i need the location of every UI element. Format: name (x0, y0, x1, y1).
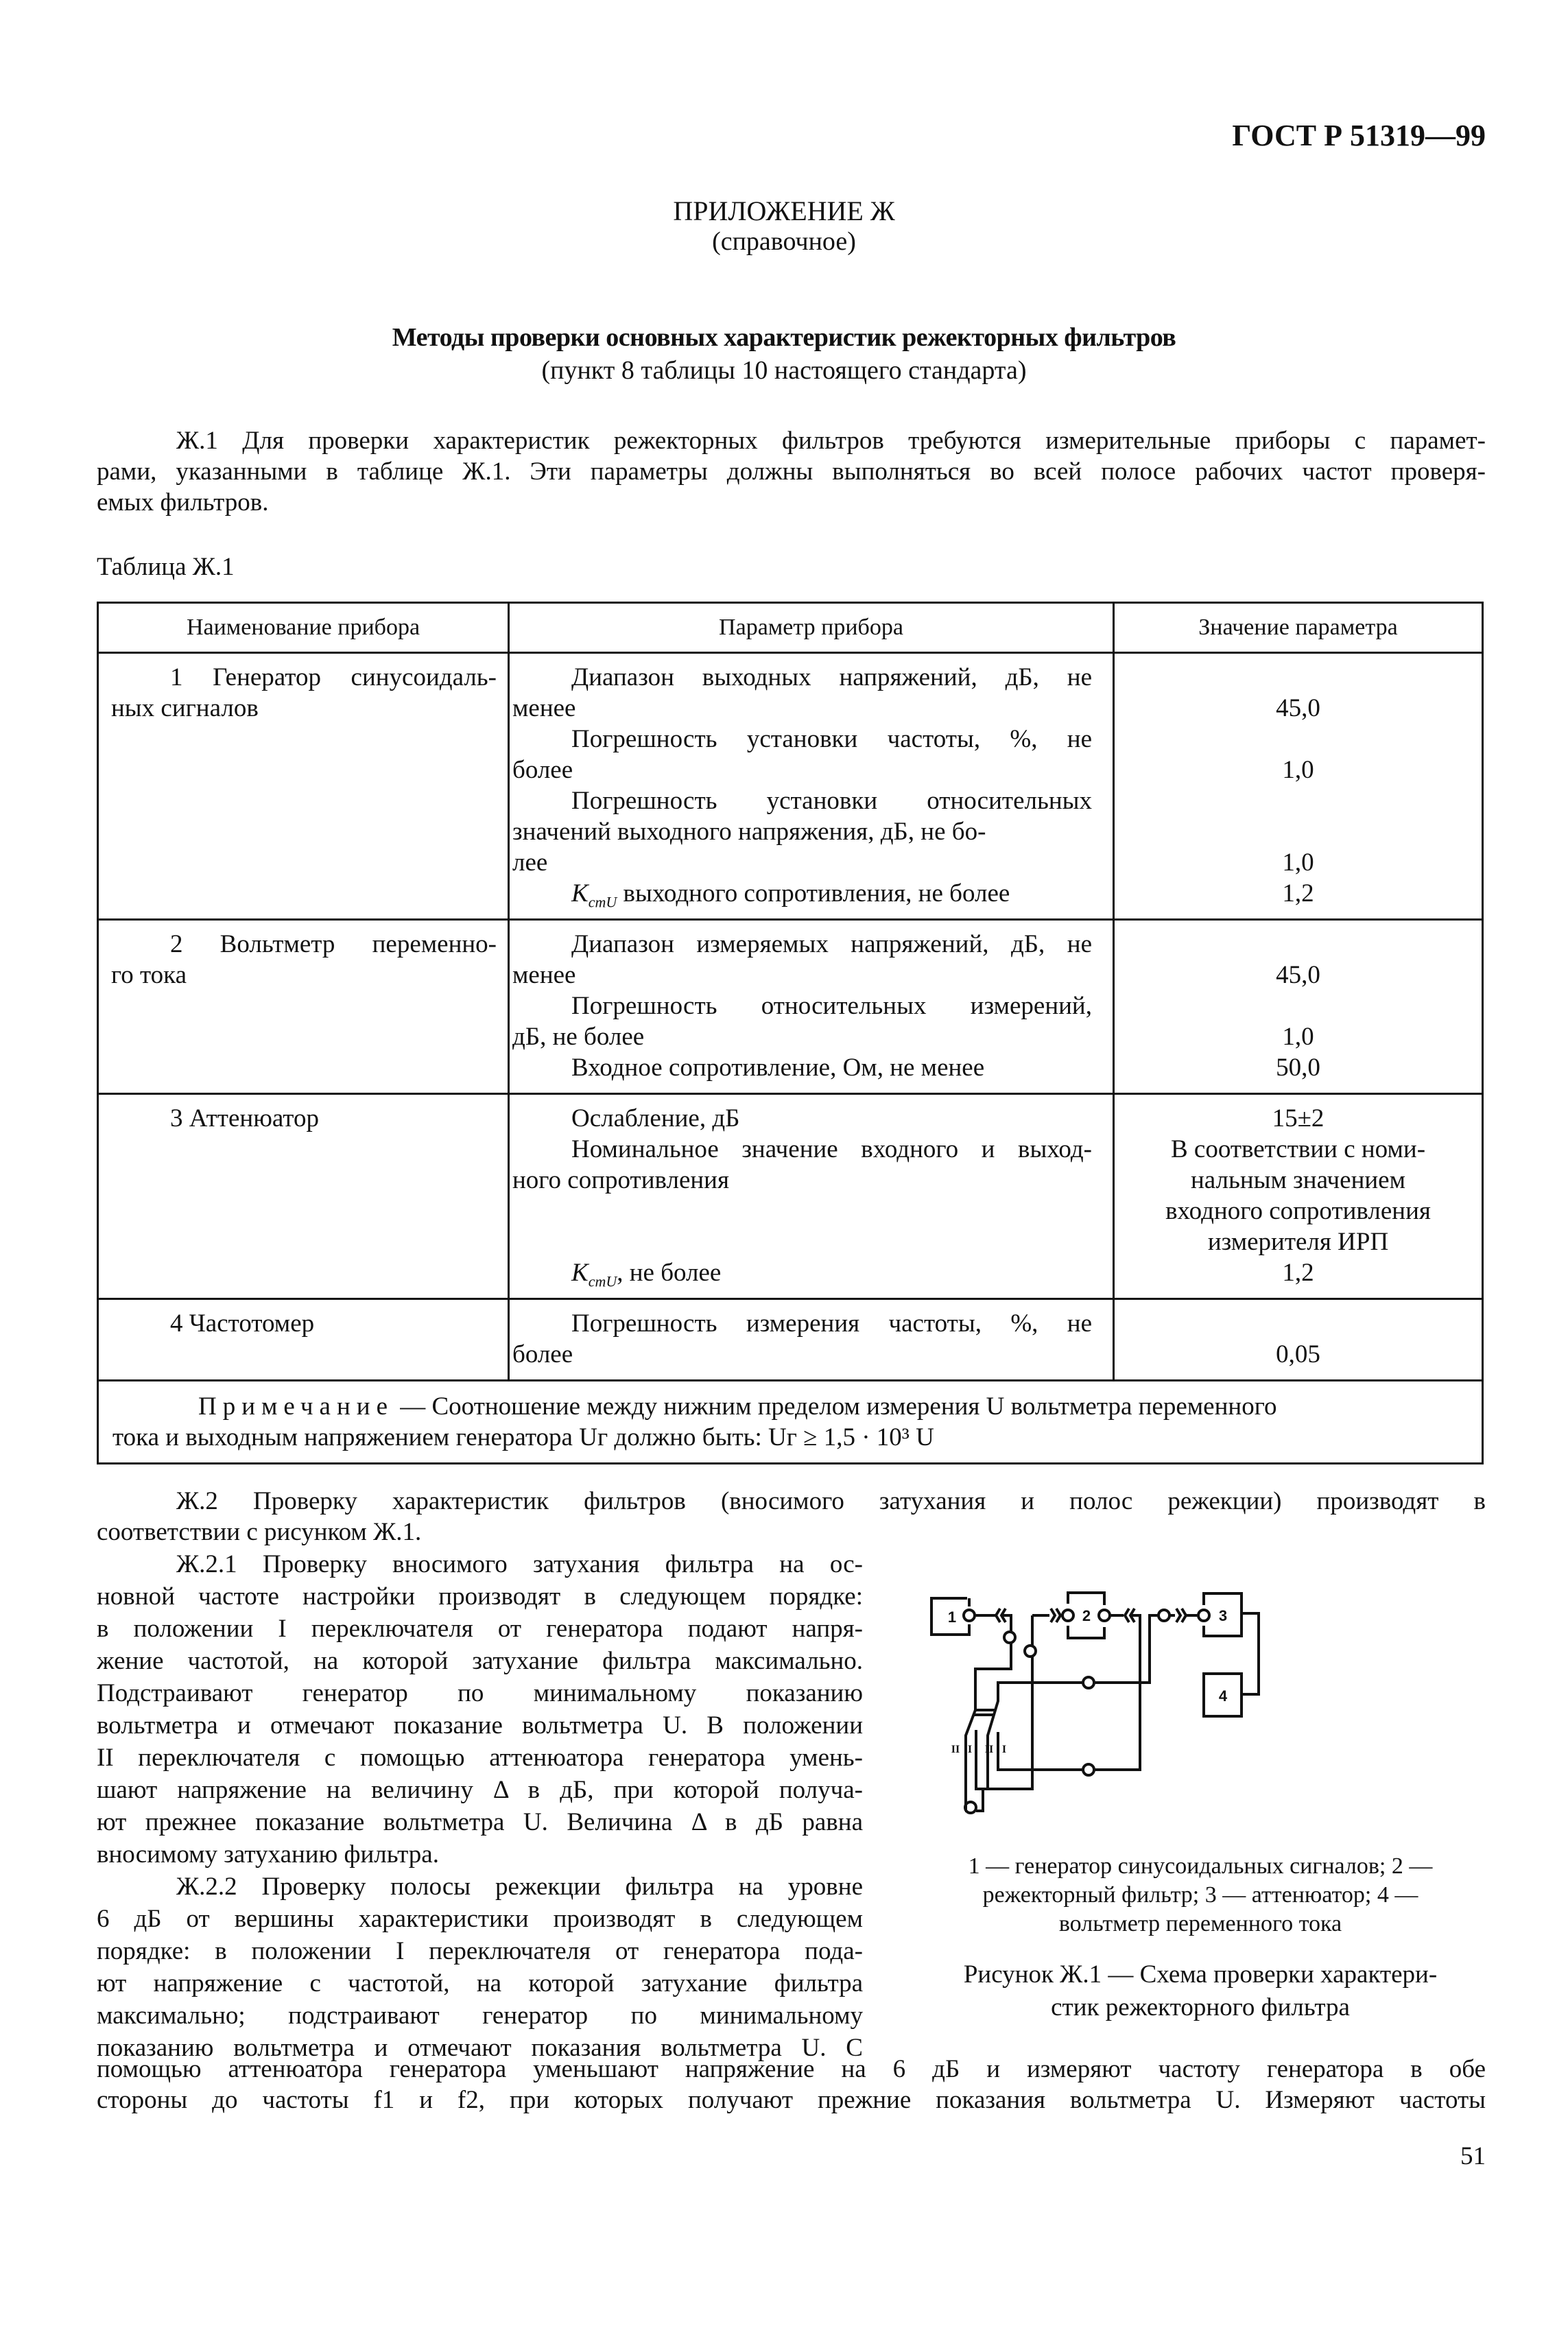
text-line: вносимому затуханию фильтра. (97, 1840, 439, 1869)
instrument-name: 1 Генератор синусоидаль- (170, 663, 497, 691)
parameter-value: 1,0 (1282, 756, 1314, 784)
parameter-value (1121, 816, 1475, 847)
instruments-table (97, 602, 1484, 1464)
parameter-text (512, 878, 1092, 909)
parameter-text: Диапазон выходных напряжений, дБ, не (571, 663, 1092, 691)
switch-position-label: II (951, 1744, 960, 1755)
parameter-cell (509, 1299, 1114, 1381)
instrument-name-cell (98, 920, 509, 1094)
text-line: соответствии с рисунком Ж.1. (97, 1518, 422, 1546)
header-cell: Наименование прибора (98, 603, 509, 653)
text-line: порядке: в положении I переключателя от генератора пода- (97, 1937, 863, 1965)
value-cell (1114, 1094, 1483, 1299)
parameter-cell (509, 1094, 1114, 1299)
note-label: Примечание (198, 1392, 394, 1421)
parameter-value: В соответствии с номи- (1170, 1135, 1426, 1163)
instrument-name: 2 Вольтметр переменно- (170, 930, 497, 958)
section-subtitle: (пункт 8 таблицы 10 настоящего стандарта) (541, 356, 1027, 385)
parameter-value: 15±2 (1272, 1104, 1325, 1132)
parameter-text: Диапазон измеряемых напряжений, дБ, не (571, 930, 1092, 958)
parameter-text: более (512, 756, 573, 784)
parameter-text-rest: выходного сопротивления, не более (617, 879, 1010, 907)
table-note-row (98, 1381, 1483, 1464)
text-line: показанию вольтметра и отмечают показания вольтметра U. С (97, 2034, 863, 2062)
legend-line: 1 — генератор синусоидальных сигналов; 2 — (968, 1853, 1433, 1879)
parameter-value (1121, 785, 1475, 816)
parameter-text-rest: , не более (617, 1259, 722, 1287)
table-header-row (98, 603, 1483, 653)
text-line: максимально; подстраивают генератор по минимальному (97, 2002, 863, 2030)
text-line: ют прежнее показание вольтметра U. Величина Δ в дБ равна (97, 1808, 863, 1836)
instrument-name-cell (98, 653, 509, 920)
instrument-name-cell (98, 1094, 509, 1299)
text-line: II переключателя с помощью аттенюатора генератора умень- (97, 1744, 863, 1772)
header-cell: Значение параметра (1114, 603, 1483, 653)
parameter-value: 1,0 (1282, 1023, 1314, 1051)
test-circuit-diagram (919, 1571, 1509, 1845)
instrument-name: 3 Аттенюатор (170, 1104, 319, 1132)
value-cell (1114, 653, 1483, 920)
parameter-text: Погрешность измерения частоты, %, не (571, 1309, 1092, 1338)
text-line: в положении I переключателя от генератора подают напря- (97, 1615, 863, 1643)
block-4-label: 4 (1218, 1687, 1228, 1705)
table-row (98, 920, 1483, 1094)
parameter-value: 45,0 (1276, 961, 1320, 989)
parameter-text (512, 1257, 1092, 1288)
switch-position-label: II (984, 1744, 994, 1755)
k-subscript: стU (588, 1272, 617, 1290)
block-2-label: 2 (1082, 1607, 1091, 1624)
text-line: шают напряжение на величину Δ в дБ, при которой получа- (97, 1776, 863, 1804)
instrument-name-cell (98, 1299, 509, 1381)
text-line: новной частоте настройки производят в следующем порядке: (97, 1582, 863, 1611)
legend-line: вольтметр переменного тока (1058, 1911, 1342, 1936)
instrument-name: ных сигналов (111, 694, 259, 722)
parameter-text: Погрешность установки частоты, %, не (571, 725, 1092, 753)
switch-position-label: I (1001, 1744, 1007, 1755)
parameter-cell (509, 920, 1114, 1094)
parameter-value: 1,2 (1282, 1259, 1314, 1287)
parameter-text: Погрешность установки относительных (571, 787, 1092, 815)
value-cell (1114, 920, 1483, 1094)
text-line: жение частотой, на которой затухание фильтра максимально. (97, 1647, 863, 1675)
parameter-value (1121, 662, 1475, 693)
instrument-name: 4 Частотомер (170, 1309, 315, 1338)
parameter-value: входного сопротивления (1165, 1197, 1431, 1225)
appendix-kind: (справочное) (712, 227, 856, 256)
text-line: емых фильтров. (97, 488, 269, 517)
text-line: Ж.2 Проверку характеристик фильтров (вносимого затухания и полос режекции) производят в (176, 1487, 1486, 1515)
table-row (98, 1299, 1483, 1381)
parameter-value: 50,0 (1276, 1054, 1320, 1082)
instrument-name: го тока (111, 961, 187, 989)
text-line: Ж.2.1 Проверку вносимого затухания фильтра на ос- (176, 1550, 863, 1578)
switch-position-label: I (967, 1744, 973, 1755)
parameter-value (1121, 990, 1475, 1021)
parameter-value: 45,0 (1276, 694, 1320, 722)
block-3-label: 3 (1218, 1607, 1228, 1624)
legend-line: режекторный фильтр; 3 — аттенюатор; 4 — (982, 1882, 1418, 1908)
parameter-value: измерителя ИРП (1207, 1228, 1389, 1256)
note-text: — Соотношение между нижним пределом измерения U вольтметра переменного (394, 1392, 1277, 1421)
parameter-value: 1,0 (1282, 849, 1314, 877)
text-line: Подстраивают генератор по минимальному показанию (97, 1679, 863, 1707)
section-title: Методы проверки основных характеристик режекторных фильтров (392, 323, 1176, 352)
parameter-text: менее (512, 694, 576, 722)
caption-line: стик режекторного фильтра (1051, 1993, 1350, 2021)
parameter-text (512, 1196, 1092, 1226)
k-subscript: стU (588, 893, 617, 911)
parameter-text: Погрешность относительных измерений, (571, 992, 1092, 1020)
parameter-value (1121, 929, 1475, 960)
header-cell: Параметр прибора (509, 603, 1114, 653)
parameter-value: 0,05 (1276, 1340, 1320, 1368)
parameter-text: Ослабление, дБ (571, 1104, 740, 1132)
text-line: рами, указанными в таблице Ж.1. Эти параметры должны выполняться во всей полосе рабочих частот проверя- (97, 458, 1486, 486)
table-caption: Таблица Ж.1 (97, 553, 235, 581)
parameter-text: дБ, не более (512, 1023, 645, 1051)
standard-number: ГОСТ Р 51319—99 (1232, 119, 1486, 152)
text-line: помощью аттенюатора генератора уменьшают напряжение на 6 дБ и измеряют частоту генератора в обе (97, 2055, 1486, 2083)
k-symbol: K (571, 879, 589, 907)
page-number: 51 (1460, 2142, 1486, 2170)
parameter-value (1121, 1308, 1475, 1339)
appendix-title: ПРИЛОЖЕНИЕ Ж (673, 195, 895, 226)
parameter-text: Входное сопротивление, Ом, не менее (571, 1054, 985, 1082)
text-line: вольтметра и отмечают показание вольтметра U. В положении (97, 1711, 863, 1740)
text-line: Ж.1 Для проверки характеристик режекторных фильтров требуются измерительные приборы с парамет- (176, 427, 1486, 455)
parameter-cell (509, 653, 1114, 920)
text-line: ют напряжение с частотой, на которой затухание фильтра (97, 1969, 863, 1997)
parameter-text: Номинальное значение входного и выход- (571, 1135, 1092, 1163)
text-line: 6 дБ от вершины характеристики производят в следующем (97, 1905, 863, 1933)
text-line: Ж.2.2 Проверку полосы режекции фильтра на уровне (176, 1873, 863, 1901)
value-cell (1114, 1299, 1483, 1381)
parameter-text: менее (512, 961, 576, 989)
parameter-text: значений выходного напряжения, дБ, не бо- (512, 818, 986, 846)
parameter-value: 1,2 (1282, 879, 1314, 907)
text-line: стороны до частоты f1 и f2, при которых получают прежние показания вольтметра U. Измеряют частоты (97, 2086, 1486, 2114)
parameter-text: более (512, 1340, 573, 1368)
parameter-text: лее (512, 849, 548, 877)
parameter-text: ного сопротивления (512, 1166, 729, 1194)
table-row (98, 653, 1483, 920)
note-text: тока и выходным напряжением генератора Uг должно быть: Uг ≥ 1,5 · 10³ U (112, 1423, 934, 1451)
block-1-label: 1 (947, 1609, 957, 1626)
parameter-value (1121, 724, 1475, 755)
table-row (98, 1094, 1483, 1299)
parameter-value: нальным значением (1190, 1166, 1406, 1194)
k-symbol: K (571, 1259, 589, 1287)
caption-line: Рисунок Ж.1 — Схема проверки характери- (963, 1960, 1438, 1989)
parameter-text (512, 1226, 1092, 1257)
